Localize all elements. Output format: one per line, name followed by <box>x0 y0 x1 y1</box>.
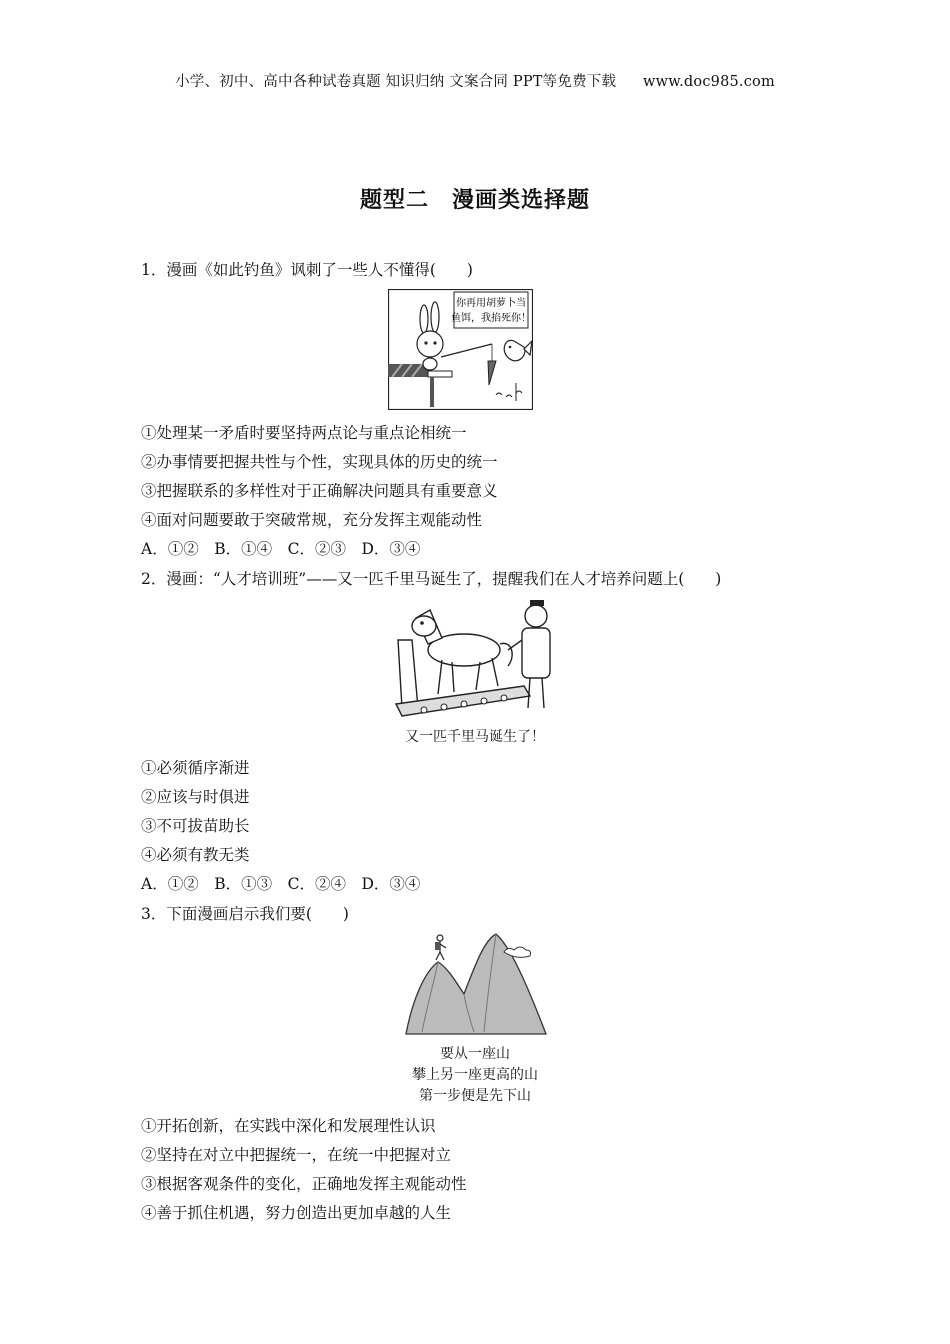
trainer-hair <box>530 600 544 606</box>
treadmill-horse-cartoon <box>384 600 564 720</box>
question-1-stem: 1．漫画《如此钓鱼》讽刺了一些人不懂得( ) <box>141 261 473 279</box>
mountains-cartoon <box>404 932 548 1036</box>
q2-statement-2: ②应该与时俱进 <box>141 788 250 806</box>
bubble-line-2: 鱼饵，我掐死你！ <box>451 313 531 324</box>
q2-options: A．①② B．①③ C．②④ D．③④ <box>141 875 421 893</box>
header-site: www.doc985.com <box>642 74 775 90</box>
question-2-stem: 2．漫画：“人才培训班”——又一匹千里马诞生了，提醒我们在人才培养问题上( ) <box>141 570 722 588</box>
q3-caption-line-3: 第一步便是先下山 <box>419 1088 531 1104</box>
q2-statement-3: ③不可拔苗助长 <box>141 817 250 835</box>
q2-caption: 又一匹千里马诞生了！ <box>405 729 545 745</box>
q3-statement-1: ①开拓创新，在实践中深化和发展理性认识 <box>141 1117 436 1135</box>
page-header <box>0 70 950 91</box>
q1-statement-2: ②办事情要把握共性与个性，实现具体的历史的统一 <box>141 453 498 471</box>
bubble-line-1: 你再用胡萝卜当 <box>456 298 526 309</box>
page-title: 题型二 漫画类选择题 <box>359 187 590 213</box>
treadmill-handle <box>398 640 418 708</box>
header-text: 小学、初中、高中各种试卷真题 知识归纳 文案合同 PPT等免费下载 <box>175 74 617 90</box>
fishing-cartoon <box>388 289 533 410</box>
climber-backpack <box>435 942 440 950</box>
question-3-stem: 3．下面漫画启示我们要( ) <box>141 905 349 923</box>
q2-statement-4: ④必须有教无类 <box>141 846 250 864</box>
horse-figure <box>412 610 512 694</box>
q1-statement-4: ④面对问题要敢于突破常规，充分发挥主观能动性 <box>141 511 483 529</box>
q3-caption-line-2: 攀上另一座更高的山 <box>412 1067 538 1083</box>
q3-statement-2: ②坚持在对立中把握统一，在统一中把握对立 <box>141 1146 452 1164</box>
q3-caption-line-1: 要从一座山 <box>440 1046 510 1062</box>
q3-statement-3: ③根据客观条件的变化，正确地发挥主观能动性 <box>141 1175 467 1193</box>
q1-options: A．①② B．①④ C．②③ D．③④ <box>141 540 421 558</box>
q1-statement-1: ①处理某一矛盾时要坚持两点论与重点论相统一 <box>141 424 467 442</box>
q3-statement-4: ④善于抓住机遇，努力创造出更加卓越的人生 <box>141 1204 452 1222</box>
q2-statement-1: ①必须循序渐进 <box>141 759 250 777</box>
q1-statement-3: ③把握联系的多样性对于正确解决问题具有重要意义 <box>141 482 498 500</box>
